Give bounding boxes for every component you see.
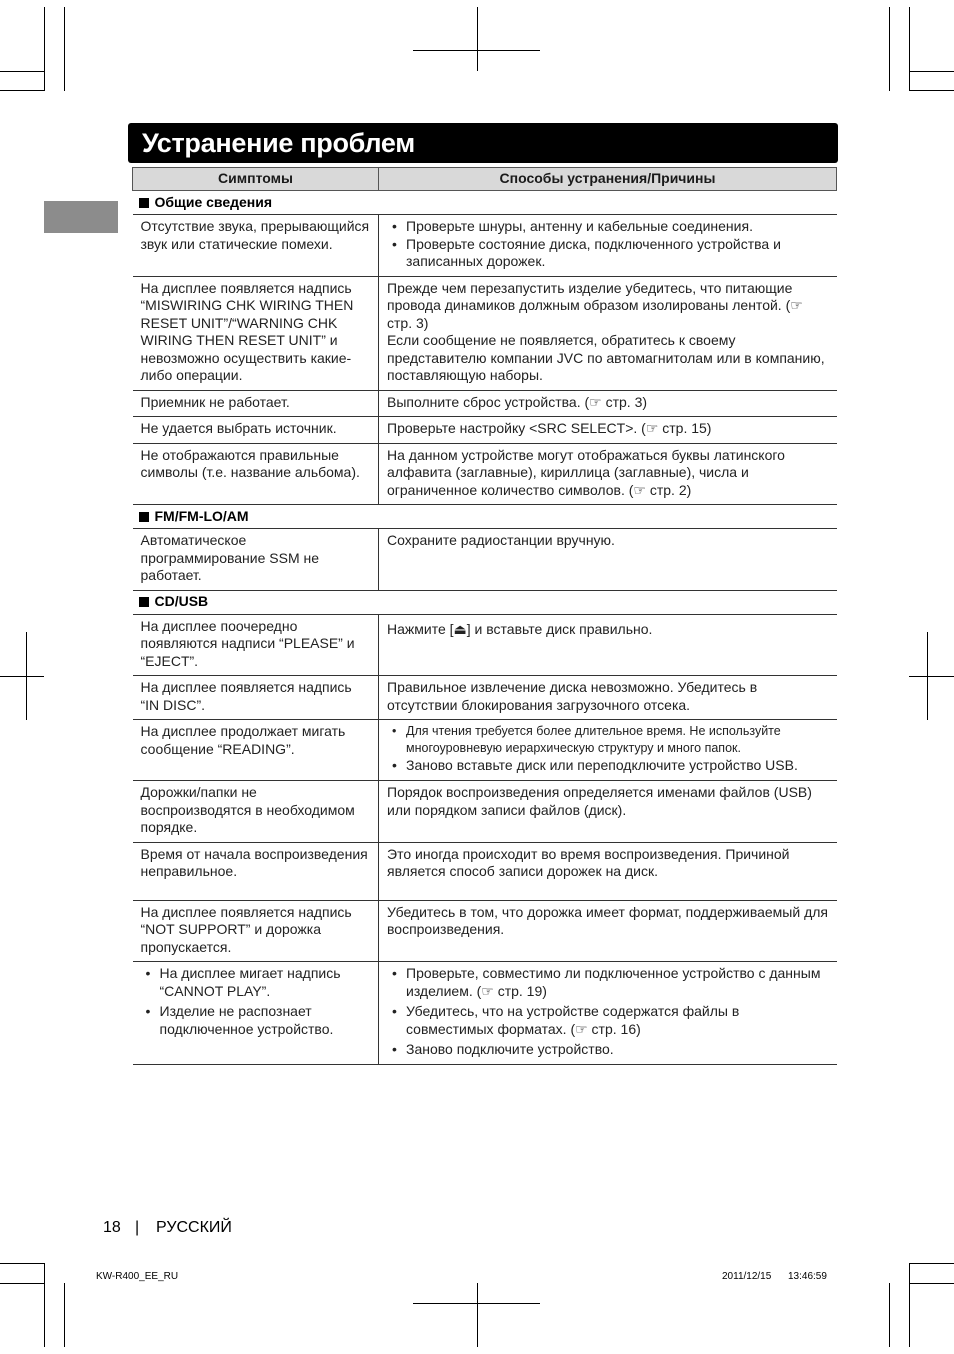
crop-mark xyxy=(0,90,44,91)
crop-mark xyxy=(0,1283,44,1284)
section-title: Общие сведения xyxy=(154,193,273,210)
remedy-bullet: • Проверьте шнуры, антенну и кабельные соединения. xyxy=(387,218,829,236)
remedy-paragraph: Прежде чем перезапустить изделие убедитесь, что питающие провода динамиков должным образом изолированы лентой. (☞ стр. 3) xyxy=(387,279,803,331)
remedy-cell: Проверьте настройку <SRC SELECT>. (☞ стр. 15) xyxy=(379,417,837,444)
square-bullet-icon xyxy=(139,512,149,522)
section-title: CD/USB xyxy=(154,593,209,610)
section-tab-marker xyxy=(44,201,118,233)
header-symptoms: Симптомы xyxy=(133,168,379,191)
remedy-cell: Нажмите [⏏] и вставьте диск правильно. xyxy=(379,614,837,676)
remedy-cell: Убедитесь в том, что дорожка имеет формат, поддерживаемый для воспроизведения. xyxy=(379,900,837,962)
table-row xyxy=(133,962,837,1065)
symptom-cell: Автоматическое программирование SSM не работает. xyxy=(133,529,379,591)
header-remedies: Способы устранения/Причины xyxy=(379,168,837,191)
remedy-cell xyxy=(379,276,837,390)
troubleshooting-table xyxy=(132,167,837,1065)
table-row xyxy=(133,529,837,591)
remedy-bullet: • Убедитесь, что на устройстве содержатся файлы в совместимых форматах. (☞ стр. 16) xyxy=(387,1003,829,1038)
table-row xyxy=(133,900,837,962)
title-bar xyxy=(128,123,838,163)
print-time: 13:46:59 xyxy=(788,1271,827,1282)
symptom-cell: Время от начала воспроизведения неправильное. xyxy=(133,842,379,900)
crop-mark xyxy=(64,7,65,91)
crop-mark xyxy=(0,1263,44,1264)
section-heading-cd-usb xyxy=(133,590,837,614)
table-row xyxy=(133,215,837,277)
crop-mark xyxy=(927,632,928,720)
table-row xyxy=(133,781,837,843)
symptom-cell: На дисплее появляется надпись “IN DISC”. xyxy=(133,676,379,720)
crop-mark xyxy=(909,676,954,677)
remedy-paragraph: Если сообщение не появляется, обратитесь к своему представителю компании JVC по автомагнитолам или в компанию, поставляющую наборы. xyxy=(387,332,825,383)
symptom-cell xyxy=(133,962,379,1065)
print-date: 2011/12/15 xyxy=(722,1271,772,1282)
symptom-cell: Не удается выбрать источник. xyxy=(133,417,379,444)
remedy-cell xyxy=(379,962,837,1065)
symptom-cell: Отсутствие звука, прерывающийся звук или статические помехи. xyxy=(133,215,379,277)
footer-separator: | xyxy=(135,1219,140,1236)
crop-mark xyxy=(909,1263,954,1264)
table-row xyxy=(133,720,837,781)
crop-mark xyxy=(477,1283,478,1347)
symptom-cell: На дисплее появляется надпись “MISWIRING CHK WIRING THEN RESET UNIT”/“WARNING CHK WIRING THEN RESET UNIT” и невозможно осуществить какие-либо операции. xyxy=(133,276,379,390)
remedy-cell: Правильное извлечение диска невозможно. Убедитесь в отсутствии блокирования загрузочного отсека. xyxy=(379,676,837,720)
remedy-cell: Порядок воспроизведения определяется именами файлов (USB) или порядком записи файлов (диск). xyxy=(379,781,837,843)
remedy-bullet: • Заново подключите устройство. xyxy=(387,1041,829,1059)
table-row xyxy=(133,842,837,900)
symptom-cell: На дисплее поочередно появляются надписи “PLEASE” и “EJECT”. xyxy=(133,614,379,676)
square-bullet-icon xyxy=(139,597,149,607)
page-title: Устранение проблем xyxy=(142,128,415,158)
crop-mark xyxy=(44,7,45,91)
crop-mark xyxy=(909,1283,954,1284)
eject-icon: ⏏ xyxy=(453,620,467,637)
table-header-row xyxy=(133,168,837,191)
remedy-cell: На данном устройстве могут отображаться буквы латинского алфавита (заглавные), кириллица (заглавные), числа и ограниченное количество символов. (☞ стр. 2) xyxy=(379,443,837,505)
crop-mark xyxy=(477,7,478,71)
remedy-cell xyxy=(379,720,837,781)
remedy-cell: Это иногда происходит во время воспроизведения. Причиной является способ записи дорожек на диск. xyxy=(379,842,837,900)
crop-mark xyxy=(44,1263,45,1347)
remedy-cell: Сохраните радиостанции вручную. xyxy=(379,529,837,591)
crop-mark xyxy=(909,90,954,91)
remedy-bullet: • Проверьте, совместимо ли подключенное устройство с данным изделием. (☞ стр. 19) xyxy=(387,965,829,1000)
table-row xyxy=(133,676,837,720)
crop-mark xyxy=(64,1283,65,1347)
square-bullet-icon xyxy=(139,198,149,208)
table-row xyxy=(133,276,837,390)
crop-mark xyxy=(889,7,890,91)
page-number: 18 xyxy=(103,1219,121,1236)
symptom-cell: На дисплее появляется надпись “NOT SUPPORT” и дорожка пропускается. xyxy=(133,900,379,962)
table-row xyxy=(133,390,837,417)
crop-mark xyxy=(0,676,44,677)
table-row xyxy=(133,443,837,505)
table-row xyxy=(133,417,837,444)
symptom-bullet: • Изделие не распознает подключенное устройство. xyxy=(141,1003,371,1038)
footer-language: РУССКИЙ xyxy=(156,1219,232,1236)
section-heading-general xyxy=(133,191,837,215)
symptom-bullet: • На дисплее мигает надпись “CANNOT PLAY”. xyxy=(141,965,371,1000)
crop-mark xyxy=(909,1263,910,1347)
symptom-cell: На дисплее продолжает мигать сообщение “READING”. xyxy=(133,720,379,781)
section-title: FM/FM-LO/AM xyxy=(154,507,249,524)
crop-mark xyxy=(889,1283,890,1347)
remedy-cell: Выполните сброс устройства. (☞ стр. 3) xyxy=(379,390,837,417)
table-row xyxy=(133,614,837,676)
remedy-cell xyxy=(379,215,837,277)
remedy-bullet: • Заново вставьте диск или переподключите устройство USB. xyxy=(387,757,829,775)
remedy-bullet: • Для чтения требуется более длительное время. Не используйте многоуровневую иерархическую структуру и много папок. xyxy=(387,723,829,757)
symptom-cell: Не отображаются правильные символы (т.е. название альбома). xyxy=(133,443,379,505)
crop-mark xyxy=(26,632,27,720)
crop-mark xyxy=(909,71,954,72)
remedy-bullet: • Проверьте состояние диска, подключенного устройства и записанных дорожек. xyxy=(387,236,829,271)
symptom-cell: Приемник не работает. xyxy=(133,390,379,417)
crop-mark xyxy=(0,71,44,72)
crop-mark xyxy=(909,7,910,91)
symptom-cell: Дорожки/папки не воспроизводятся в необходимом порядке. xyxy=(133,781,379,843)
document-code: KW-R400_EE_RU xyxy=(96,1271,179,1282)
section-heading-fm xyxy=(133,505,837,529)
